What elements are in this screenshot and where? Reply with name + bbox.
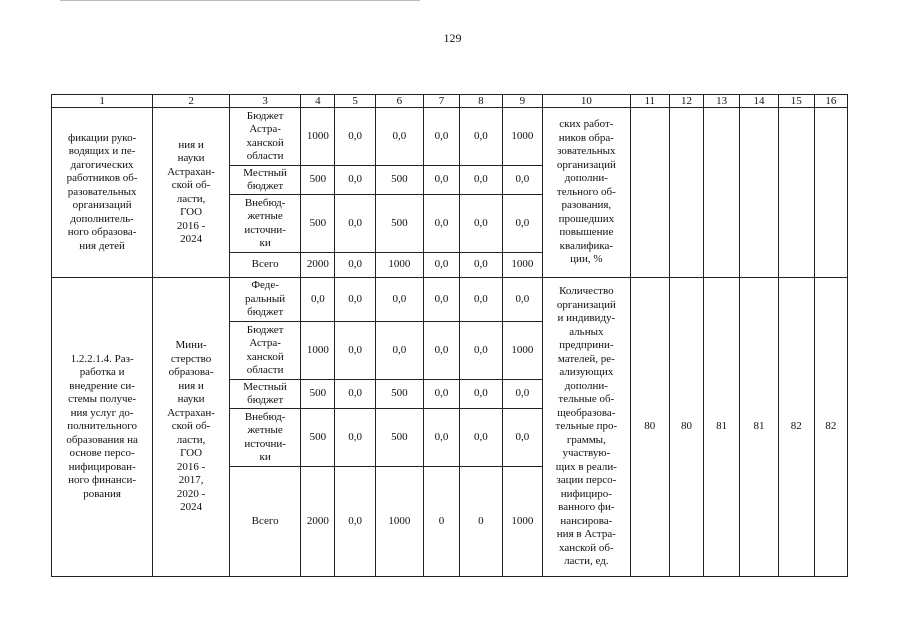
amount-cell: 500 — [375, 409, 423, 467]
column-header: 9 — [502, 95, 542, 108]
column-header: 8 — [460, 95, 503, 108]
amount-cell: 1000 — [502, 108, 542, 166]
amount-cell: 0,0 — [375, 108, 423, 166]
measure-cell: фикации руко- водящих и пе- дагогических работников об- разовательных организаций дополнитель- ного образова- ния детей — [52, 108, 153, 278]
amount-cell: 0,0 — [375, 322, 423, 380]
column-header: 10 — [543, 95, 630, 108]
amount-cell: 0,0 — [423, 253, 459, 278]
column-header: 6 — [375, 95, 423, 108]
target-cell — [778, 108, 814, 278]
column-header: 14 — [740, 95, 778, 108]
column-header: 13 — [704, 95, 740, 108]
amount-cell: 0,0 — [335, 467, 375, 577]
amount-cell: 1000 — [301, 108, 335, 166]
amount-cell: 0,0 — [335, 409, 375, 467]
amount-cell: 1000 — [502, 467, 542, 577]
amount-cell: 0,0 — [423, 195, 459, 253]
amount-cell: 0,0 — [460, 253, 503, 278]
funding-source: Внебюд- жетные источни- ки — [229, 409, 300, 467]
amount-cell: 0,0 — [301, 278, 335, 322]
amount-cell: 2000 — [301, 253, 335, 278]
target-cell — [740, 108, 778, 278]
amount-cell: 0,0 — [335, 278, 375, 322]
amount-cell: 0,0 — [423, 409, 459, 467]
target-cell: 80 — [669, 278, 703, 577]
amount-cell: 500 — [375, 195, 423, 253]
column-header: 4 — [301, 95, 335, 108]
funding-source: Бюджет Астра- ханской области — [229, 322, 300, 380]
amount-cell: 1000 — [502, 253, 542, 278]
amount-cell: 0,0 — [375, 278, 423, 322]
column-header: 2 — [153, 95, 230, 108]
amount-cell: 0,0 — [502, 166, 542, 195]
amount-cell: 1000 — [502, 322, 542, 380]
amount-cell: 0,0 — [502, 278, 542, 322]
amount-cell: 500 — [375, 380, 423, 409]
amount-cell: 0 — [460, 467, 503, 577]
amount-cell: 500 — [301, 166, 335, 195]
column-number-row — [52, 95, 848, 108]
table-row — [52, 108, 848, 166]
column-header: 16 — [814, 95, 847, 108]
amount-cell: 0,0 — [460, 108, 503, 166]
amount-cell: 0,0 — [460, 322, 503, 380]
executor-cell: Мини- стерство образова- ния и науки Астрахан- ской об- ласти, ГОО 2016 - 2017, 2020 - 2024 — [153, 278, 230, 577]
amount-cell: 0,0 — [335, 322, 375, 380]
amount-cell: 0,0 — [460, 166, 503, 195]
amount-cell: 0,0 — [423, 380, 459, 409]
amount-cell: 0,0 — [460, 195, 503, 253]
column-header: 12 — [669, 95, 703, 108]
amount-cell: 0,0 — [502, 380, 542, 409]
column-header: 1 — [52, 95, 153, 108]
amount-cell: 0,0 — [423, 108, 459, 166]
target-cell: 80 — [630, 278, 669, 577]
amount-cell: 1000 — [301, 322, 335, 380]
target-cell: 82 — [814, 278, 847, 577]
amount-cell: 0,0 — [460, 409, 503, 467]
amount-cell: 1000 — [375, 467, 423, 577]
amount-cell: 0,0 — [335, 253, 375, 278]
program-table — [51, 94, 848, 577]
amount-cell: 0 — [423, 467, 459, 577]
amount-cell: 500 — [375, 166, 423, 195]
target-cell — [630, 108, 669, 278]
funding-source: Бюджет Астра- ханской области — [229, 108, 300, 166]
amount-cell: 0,0 — [335, 166, 375, 195]
target-cell — [814, 108, 847, 278]
amount-cell: 500 — [301, 380, 335, 409]
amount-cell: 0,0 — [335, 195, 375, 253]
column-header: 3 — [229, 95, 300, 108]
amount-cell: 0,0 — [423, 166, 459, 195]
funding-source: Внебюд- жетные источни- ки — [229, 195, 300, 253]
amount-cell: 0,0 — [335, 108, 375, 166]
target-cell — [669, 108, 703, 278]
executor-cell: ния и науки Астрахан- ской об- ласти, ГОО 2016 - 2024 — [153, 108, 230, 278]
target-cell: 81 — [704, 278, 740, 577]
column-header: 15 — [778, 95, 814, 108]
table-row — [52, 278, 848, 322]
measure-cell: 1.2.2.1.4. Раз- работка и внедрение си- стемы получе- ния услуг до- полнительного образования на основе персо- нифицирован- ного финанси- рования — [52, 278, 153, 577]
indicator-cell: ских работ- ников обра- зовательных организаций дополни- тельного об- разования, прошедших повышение квалифика- ции, % — [543, 108, 630, 278]
amount-cell: 0,0 — [460, 278, 503, 322]
amount-cell: 0,0 — [423, 322, 459, 380]
target-cell: 82 — [778, 278, 814, 577]
funding-source: Местный бюджет — [229, 166, 300, 195]
indicator-cell: Количество организаций и индивиду- альных предприни- мателей, ре- ализующих дополни- тельные об- щеобразова- тельные про- граммы, участвую- щих в реали- зации персо- нифициро- ванного фи- нансирова- ния в Астра- ханской об- ласти, ед. — [543, 278, 630, 577]
column-header: 7 — [423, 95, 459, 108]
page-number: 129 — [443, 31, 462, 45]
funding-source: Феде- ральный бюджет — [229, 278, 300, 322]
column-header: 5 — [335, 95, 375, 108]
amount-cell: 0,0 — [460, 380, 503, 409]
amount-cell: 500 — [301, 195, 335, 253]
amount-cell: 0,0 — [502, 195, 542, 253]
column-header: 11 — [630, 95, 669, 108]
funding-source: Всего — [229, 253, 300, 278]
amount-cell: 2000 — [301, 467, 335, 577]
amount-cell: 1000 — [375, 253, 423, 278]
amount-cell: 0,0 — [502, 409, 542, 467]
funding-source: Местный бюджет — [229, 380, 300, 409]
target-cell — [704, 108, 740, 278]
amount-cell: 0,0 — [423, 278, 459, 322]
amount-cell: 500 — [301, 409, 335, 467]
target-cell: 81 — [740, 278, 778, 577]
scan-edge-line — [60, 0, 420, 2]
funding-source: Всего — [229, 467, 300, 577]
amount-cell: 0,0 — [335, 380, 375, 409]
